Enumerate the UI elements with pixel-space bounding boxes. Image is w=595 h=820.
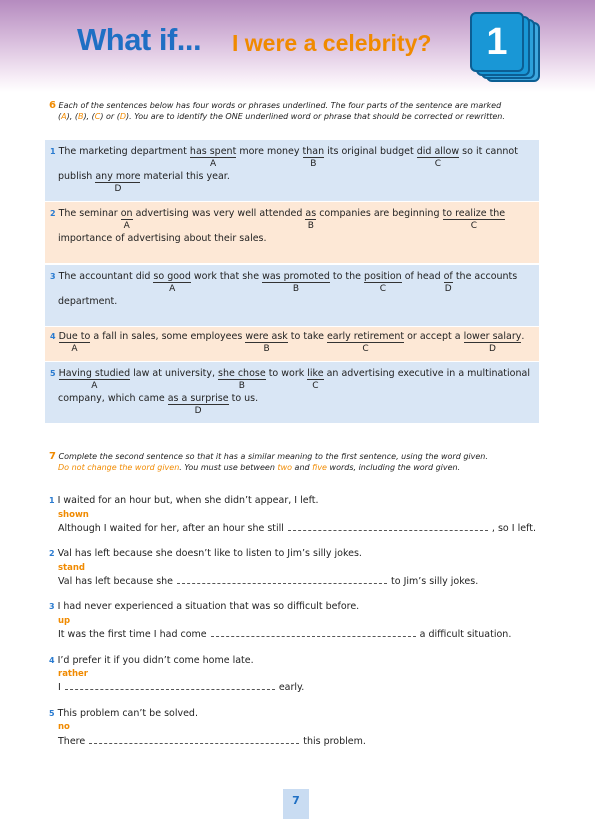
underlined-option-d[interactable]: lower salary D bbox=[463, 331, 522, 354]
sentence-text: The marketing department bbox=[58, 146, 190, 157]
ex7-item-1-sentence: 1 I waited for an hour but, when she didn’t appear, I left. bbox=[49, 495, 319, 506]
answer-gap[interactable] bbox=[177, 575, 387, 584]
instruction-emphasis: two bbox=[277, 463, 293, 472]
underlined-option-b[interactable]: than B bbox=[302, 146, 325, 169]
letter-b: B bbox=[307, 221, 314, 231]
ex7-item-3-sentence: 3 I had never experienced a situation that was so difficult before. bbox=[49, 601, 360, 612]
letter-c: C bbox=[312, 381, 319, 391]
sentence-text: to take bbox=[287, 331, 327, 342]
ex7-item-2-key-word: stand bbox=[58, 563, 85, 573]
sentence-text: a fall in sales, some employees bbox=[90, 331, 246, 342]
sentence-text: advertising was very well attended bbox=[132, 208, 306, 219]
sentence-text: its original budget bbox=[324, 146, 417, 157]
paren: ( bbox=[58, 112, 62, 121]
ex7-item-3-key-word: up bbox=[58, 616, 71, 626]
underlined-option-b[interactable]: as B bbox=[305, 208, 317, 231]
sentence-text: more money bbox=[236, 146, 303, 157]
letter-a: A bbox=[71, 344, 78, 354]
item-number: 3 bbox=[50, 272, 56, 281]
underlined-option-a[interactable]: Having studied A bbox=[58, 368, 131, 391]
ex7-item-2-sentence: 2 Val has left because she doesn’t like to listen to Jim’s silly jokes. bbox=[49, 548, 362, 559]
sentence-text: material this year. bbox=[140, 171, 230, 182]
unit-subtitle: I were a celebrity? bbox=[232, 30, 432, 56]
instruction-text: words, including the word given. bbox=[326, 463, 461, 472]
letter-a: A bbox=[91, 381, 98, 391]
paren: ), ( bbox=[83, 112, 95, 121]
option-c: C bbox=[94, 112, 101, 121]
underlined-option-c[interactable]: early retirement C bbox=[326, 331, 405, 354]
instruction-text: . You must use between bbox=[179, 463, 278, 472]
sentence-text: the accounts bbox=[452, 271, 518, 282]
sentence-text: to the bbox=[329, 271, 365, 282]
instruction-text: and bbox=[292, 463, 313, 472]
letter-d: D bbox=[114, 184, 122, 194]
letter-a: A bbox=[169, 284, 176, 294]
underlined-option-d[interactable]: of D bbox=[443, 271, 453, 294]
paren: ), ( bbox=[66, 112, 78, 121]
item-number: 1 bbox=[50, 147, 56, 156]
underlined-option-a[interactable]: on A bbox=[120, 208, 133, 231]
instruction-emphasis: Do not change the word given bbox=[58, 463, 180, 472]
page-number: 7 bbox=[283, 789, 309, 819]
sentence-text: importance of advertising about their sales. bbox=[58, 233, 267, 244]
underlined-option-a[interactable]: Due to A bbox=[58, 331, 91, 354]
unit-number-badge bbox=[470, 12, 530, 72]
sentence-text: an advertising executive in a multinational bbox=[323, 368, 530, 379]
ex7-item-4-sentence: 4 I’d prefer it if you didn’t come home late. bbox=[49, 655, 254, 666]
ex6-item-3 bbox=[45, 265, 539, 326]
ex6-item-1 bbox=[45, 140, 539, 201]
sentence-text: to us. bbox=[228, 393, 259, 404]
ex6-instruction-line1: Each of the sentences below has four words or phrases underlined. The four parts of the sentence are marked bbox=[58, 101, 502, 110]
letter-c: C bbox=[434, 159, 442, 169]
sentence-text: companies are beginning bbox=[316, 208, 443, 219]
unit-number: 1 bbox=[486, 20, 508, 63]
letter-d: D bbox=[444, 284, 452, 294]
underlined-option-a[interactable]: so good A bbox=[153, 271, 191, 294]
ex7-instruction-line1: Complete the second sentence so that it has a similar meaning to the first sentence, using the word given. bbox=[58, 452, 488, 461]
underlined-option-a[interactable]: has spent A bbox=[189, 146, 237, 169]
underlined-option-b[interactable]: were ask B bbox=[245, 331, 288, 354]
ex7-item-5-sentence: 5 This problem can’t be solved. bbox=[49, 708, 198, 719]
underlined-option-b[interactable]: she chose B bbox=[218, 368, 266, 391]
letter-c: C bbox=[362, 344, 369, 354]
unit-title: What if... bbox=[77, 22, 202, 57]
item-number: 2 bbox=[50, 209, 56, 218]
letter-a: A bbox=[210, 159, 217, 169]
letter-d: D bbox=[489, 344, 496, 354]
answer-gap[interactable] bbox=[288, 522, 488, 531]
ex6-item-5 bbox=[45, 362, 539, 423]
ex7-number: 7 bbox=[49, 451, 56, 462]
letter-a: A bbox=[123, 221, 130, 231]
sentence-text: to work bbox=[265, 368, 308, 379]
sentence-text: company, which came bbox=[58, 393, 168, 404]
sentence-text: The seminar bbox=[58, 208, 121, 219]
sentence-text: . bbox=[521, 331, 525, 342]
underlined-option-d[interactable]: any more D bbox=[95, 171, 141, 194]
letter-c: C bbox=[379, 284, 387, 294]
option-a: A bbox=[61, 112, 67, 121]
underlined-option-c[interactable]: position C bbox=[364, 271, 402, 294]
option-d: D bbox=[119, 112, 127, 121]
sentence-text: department. bbox=[58, 296, 118, 307]
letter-b: B bbox=[238, 381, 245, 391]
sentence-text: work that she bbox=[190, 271, 263, 282]
ex7-item-1-answer-line: Although I waited for her, after an hour she still , so I left. bbox=[58, 523, 536, 534]
ex6-item-4 bbox=[45, 327, 539, 361]
answer-gap[interactable] bbox=[65, 681, 275, 690]
ex7-item-4-answer-line: I early. bbox=[58, 682, 305, 693]
letter-b: B bbox=[263, 344, 270, 354]
sentence-text: of head bbox=[401, 271, 444, 282]
ex6-number: 6 bbox=[49, 100, 56, 111]
answer-gap[interactable] bbox=[211, 628, 416, 637]
ex7-item-2-answer-line: Val has left because she to Jim’s silly jokes. bbox=[58, 576, 479, 587]
underlined-option-c[interactable]: like C bbox=[307, 368, 324, 391]
ex7-item-5-key-word: no bbox=[58, 722, 70, 732]
sentence-text: publish bbox=[58, 171, 96, 182]
item-number: 4 bbox=[50, 332, 56, 341]
letter-b: B bbox=[292, 284, 300, 294]
ex6-instructions bbox=[49, 100, 549, 122]
sentence-text: or accept a bbox=[404, 331, 464, 342]
underlined-option-c[interactable]: to realize the C bbox=[442, 208, 506, 231]
underlined-option-d[interactable]: as a surprise D bbox=[167, 393, 229, 416]
answer-gap[interactable] bbox=[89, 735, 299, 744]
ex7-item-4-key-word: rather bbox=[58, 669, 88, 679]
ex6-instruction-line2: ). You are to identify the ONE underlined word or phrase that should be corrected or rewritten. bbox=[126, 112, 505, 121]
ex6-item-2 bbox=[45, 202, 539, 263]
instruction-emphasis: five bbox=[312, 463, 327, 472]
underlined-option-b[interactable]: was promoted B bbox=[262, 271, 330, 294]
letter-b: B bbox=[310, 159, 317, 169]
sentence-text: so it cannot bbox=[459, 146, 518, 157]
ex7-instructions bbox=[49, 451, 549, 473]
sentence-text: law at university, bbox=[130, 368, 218, 379]
ex7-item-5-answer-line: There this problem. bbox=[58, 736, 366, 747]
ex7-item-3-answer-line: It was the first time I had come a difficult situation. bbox=[58, 629, 512, 640]
option-b: B bbox=[77, 112, 84, 121]
letter-d: D bbox=[194, 406, 202, 416]
item-number: 5 bbox=[50, 369, 56, 378]
ex7-item-1-key-word: shown bbox=[58, 510, 89, 520]
underlined-option-c[interactable]: did allow C bbox=[416, 146, 460, 169]
paren: ) or ( bbox=[100, 112, 120, 121]
sentence-text: The accountant did bbox=[58, 271, 154, 282]
letter-c: C bbox=[470, 221, 477, 231]
